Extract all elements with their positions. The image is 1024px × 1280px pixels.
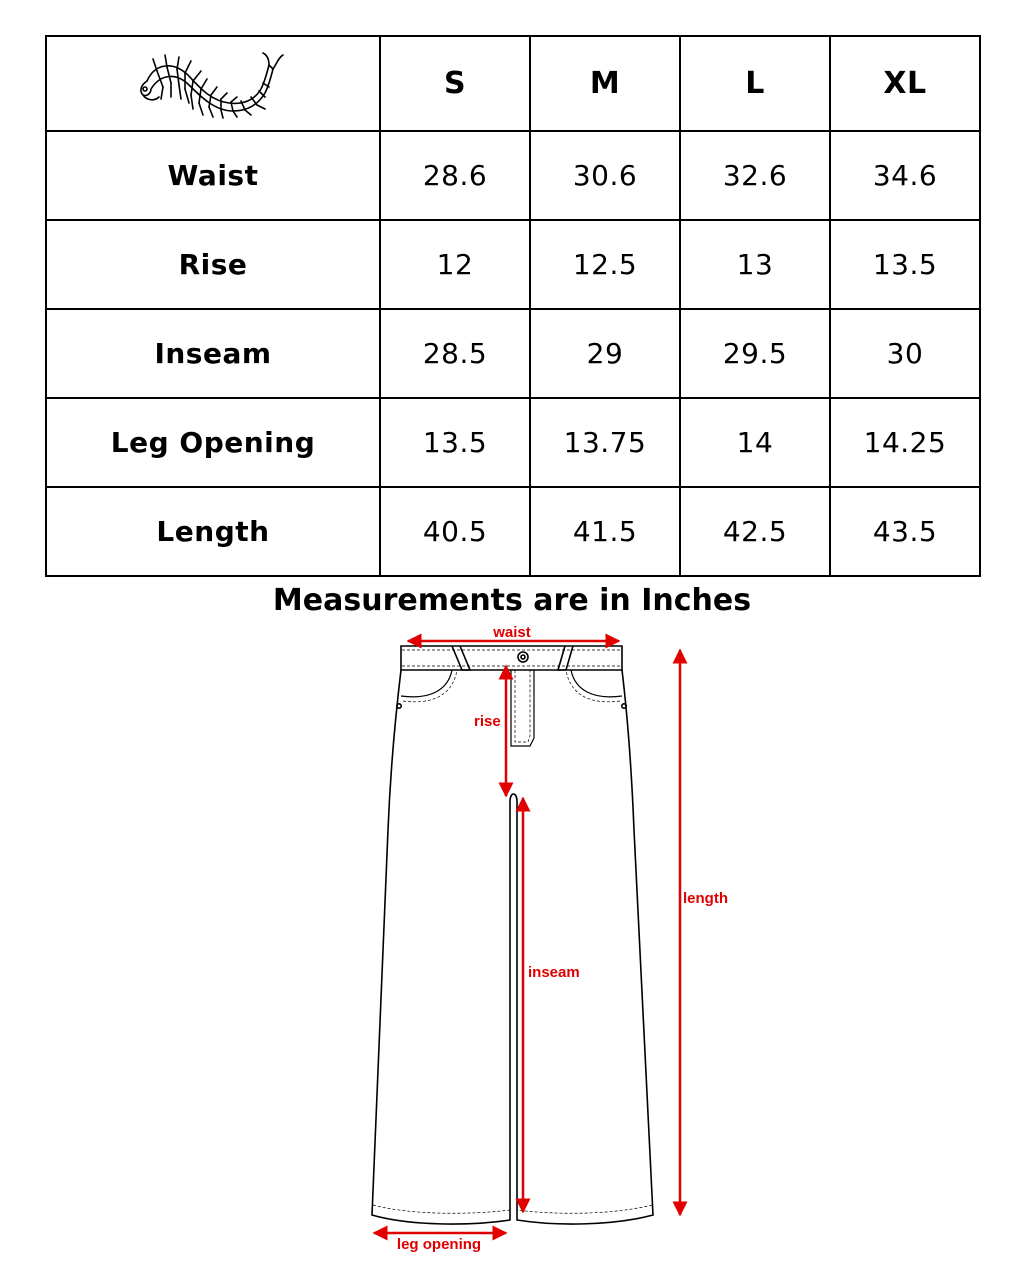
cell-length-m: 41.5 xyxy=(530,487,680,576)
cell-waist-s: 28.6 xyxy=(380,131,530,220)
centipede-icon xyxy=(133,49,293,119)
inseam-label: inseam xyxy=(528,964,580,981)
cell-waist-l: 32.6 xyxy=(680,131,830,220)
row-label-rise: Rise xyxy=(46,220,380,309)
waist-label: waist xyxy=(493,624,531,641)
row-label-inseam: Inseam xyxy=(46,309,380,398)
size-header-s: S xyxy=(380,36,530,131)
table-header-row xyxy=(46,36,980,131)
table-row-rise xyxy=(46,220,980,309)
size-header-m: M xyxy=(530,36,680,131)
cell-length-xl: 43.5 xyxy=(830,487,980,576)
row-label-waist: Waist xyxy=(46,131,380,220)
table-row-waist xyxy=(46,131,980,220)
pants-measurement-diagram xyxy=(0,620,1024,1270)
length-label: length xyxy=(683,890,728,907)
cell-waist-m: 30.6 xyxy=(530,131,680,220)
rise-label: rise xyxy=(474,713,501,730)
size-chart-table xyxy=(45,35,981,577)
table-row-inseam xyxy=(46,309,980,398)
cell-leg-opening-m: 13.75 xyxy=(530,398,680,487)
cell-inseam-m: 29 xyxy=(530,309,680,398)
cell-leg-opening-s: 13.5 xyxy=(380,398,530,487)
pants-outline xyxy=(372,646,653,1224)
cell-rise-s: 12 xyxy=(380,220,530,309)
cell-rise-l: 13 xyxy=(680,220,830,309)
cell-inseam-xl: 30 xyxy=(830,309,980,398)
table-row-leg-opening xyxy=(46,398,980,487)
units-note: Measurements are in Inches xyxy=(272,583,752,618)
cell-leg-opening-l: 14 xyxy=(680,398,830,487)
size-header-xl: XL xyxy=(830,36,980,131)
cell-waist-xl: 34.6 xyxy=(830,131,980,220)
cell-rise-m: 12.5 xyxy=(530,220,680,309)
row-label-leg-opening: Leg Opening xyxy=(46,398,380,487)
cell-inseam-s: 28.5 xyxy=(380,309,530,398)
cell-inseam-l: 29.5 xyxy=(680,309,830,398)
size-header-l: L xyxy=(680,36,830,131)
cell-rise-xl: 13.5 xyxy=(830,220,980,309)
measurement-arrows xyxy=(374,641,680,1233)
row-label-length: Length xyxy=(46,487,380,576)
table-row-length xyxy=(46,487,980,576)
leg-opening-label: leg opening xyxy=(396,1236,482,1253)
cell-length-l: 42.5 xyxy=(680,487,830,576)
brand-logo-cell xyxy=(46,36,380,131)
cell-length-s: 40.5 xyxy=(380,487,530,576)
cell-leg-opening-xl: 14.25 xyxy=(830,398,980,487)
